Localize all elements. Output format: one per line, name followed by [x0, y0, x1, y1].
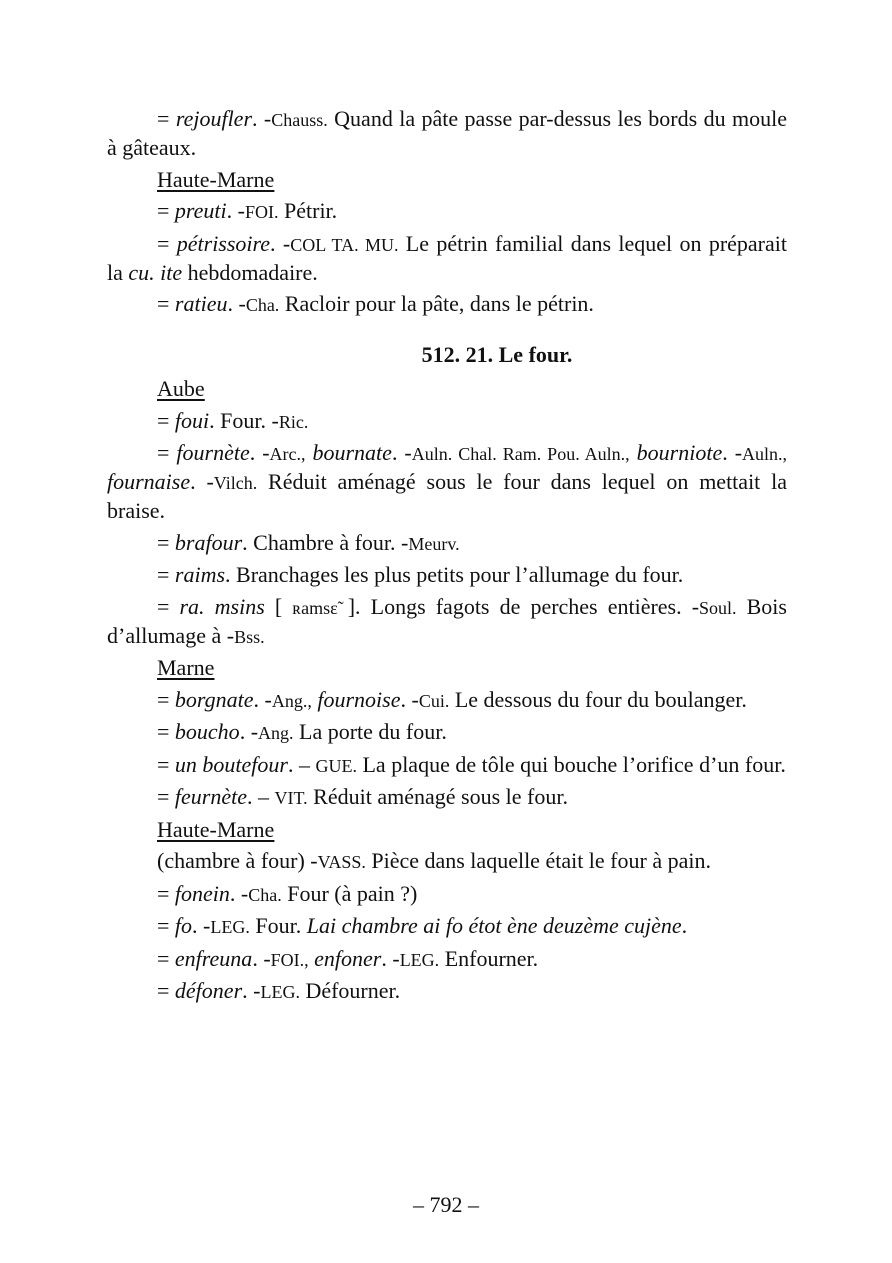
- dictionary-entry: [107, 718, 787, 747]
- text-run: [630, 440, 637, 465]
- text-run: ]. Longs fagots de perches entières. -: [337, 593, 700, 619]
- text-run: Le pétrin familial dans lequel on préparait la: [107, 230, 787, 285]
- text-run: . -: [252, 945, 271, 971]
- source-abbreviation: FOI.: [244, 202, 279, 222]
- source-abbreviation: Bss.: [234, 626, 265, 647]
- dictionary-entry: [107, 912, 787, 941]
- dictionary-entry: [107, 880, 787, 909]
- text-run: La plaque de tôle qui bouche l’orifice d’un four.: [356, 751, 786, 777]
- text-run: . -: [270, 230, 291, 256]
- text-run: (chambre à four) -: [157, 848, 318, 873]
- text-run: . –: [247, 784, 275, 809]
- headword: un boutefour: [174, 751, 288, 777]
- headword: preuti: [174, 198, 227, 223]
- text-run: Réduit aménagé sous le four.: [307, 784, 568, 809]
- text-run: Le dessous du four du boulanger.: [449, 686, 747, 712]
- region-heading: [107, 375, 787, 403]
- source-abbreviation: LEG.: [260, 982, 300, 1002]
- source-abbreviation: Cha.: [245, 295, 280, 315]
- source-abbreviation: Auln. Chal. Ram. Pou. Auln.,: [411, 444, 630, 464]
- headword: défoner: [174, 978, 243, 1003]
- source-abbreviation: Vilch.: [213, 473, 258, 493]
- headword: bournate: [312, 440, 392, 465]
- dictionary-entry: [107, 230, 787, 287]
- region-label: [157, 167, 274, 192]
- region-label: [157, 817, 274, 842]
- text-run: Four.: [249, 913, 307, 938]
- source-abbreviation: VASS.: [317, 852, 366, 872]
- text-run: . -: [192, 913, 211, 938]
- text-run: =: [157, 880, 175, 906]
- headword: enfreuna: [174, 945, 253, 971]
- headword: brafour: [174, 529, 243, 555]
- text-run: Enfourner.: [439, 945, 539, 971]
- text-run: =: [157, 529, 175, 555]
- text-run: . -: [229, 880, 249, 906]
- source-abbreviation: Ang.: [258, 723, 294, 743]
- dictionary-entry: [107, 977, 787, 1006]
- source-abbreviation: ʀamsɛ̃: [292, 597, 338, 618]
- text-run: . Chambre à four. -: [242, 529, 409, 555]
- headword: pétrissoire: [176, 230, 271, 256]
- dictionary-entry: [107, 783, 787, 812]
- headword: fournète: [176, 440, 250, 465]
- text-run: =: [157, 978, 175, 1003]
- headword: borgnate: [174, 686, 254, 712]
- region-heading: [107, 166, 787, 194]
- text-run: . -: [242, 978, 261, 1003]
- text-run: Racloir pour la pâte, dans le pétrin.: [279, 291, 594, 316]
- headword: fournaise: [107, 469, 191, 494]
- text-run: =: [157, 198, 175, 223]
- text-run: .: [681, 913, 688, 938]
- headword: raims: [174, 562, 226, 587]
- source-abbreviation: LEG.: [210, 917, 250, 937]
- text-body: [107, 105, 787, 1010]
- headword: ra. msins: [179, 593, 265, 619]
- source-abbreviation: Cui.: [418, 690, 450, 711]
- text-run: . Branchages les plus petits pour l’allumage du four.: [225, 562, 684, 587]
- region-label: [157, 376, 205, 401]
- headword: fo: [174, 913, 193, 938]
- dictionary-entry: [107, 751, 787, 780]
- dictionary-entry: [107, 290, 787, 319]
- dictionary-entry: [107, 407, 787, 436]
- dictionary-entry: [107, 105, 787, 162]
- headword: feurnète: [174, 784, 248, 809]
- text-run: [306, 440, 313, 465]
- text-run: =: [157, 945, 175, 971]
- dictionary-entry: [107, 686, 787, 715]
- text-run: . -: [190, 469, 214, 494]
- text-run: Quand la pâte passe par-dessus les bords du moule à gâteaux.: [107, 106, 787, 160]
- text-run: . -: [253, 686, 272, 712]
- source-abbreviation: LEG.: [399, 949, 440, 970]
- text-run: La porte du four.: [293, 719, 447, 744]
- text-run: Pièce dans laquelle était le four à pain.: [365, 848, 711, 873]
- source-abbreviation: FOI.,: [270, 949, 309, 970]
- text-run: . -: [722, 440, 743, 465]
- text-run: =: [157, 686, 175, 712]
- text-run: =: [157, 291, 175, 316]
- headword: ratieu: [174, 291, 228, 316]
- text-run: Haute-Marne: [157, 166, 275, 192]
- section-heading: [107, 341, 787, 369]
- text-run: [: [264, 593, 293, 619]
- text-run: =: [157, 593, 180, 619]
- text-run: =: [157, 562, 175, 587]
- headword: fournoise: [317, 686, 401, 712]
- headword: enfoner: [314, 945, 382, 971]
- source-abbreviation: Cha.: [248, 884, 282, 905]
- text-run: . –: [287, 751, 316, 777]
- text-run: =: [157, 407, 175, 433]
- dictionary-entry: [107, 439, 787, 525]
- text-run: Pétrir.: [278, 198, 338, 223]
- text-run: Four (à pain ?): [281, 880, 418, 906]
- text-run: =: [157, 913, 175, 938]
- text-run: . -: [226, 198, 245, 223]
- text-run: =: [157, 440, 177, 465]
- text-run: Aube: [157, 376, 205, 401]
- text-run: . -: [381, 945, 400, 971]
- headword: fonein: [174, 880, 230, 906]
- headword: cu. ite: [128, 259, 183, 285]
- text-run: =: [157, 784, 175, 809]
- text-run: Marne: [157, 655, 215, 680]
- source-abbreviation: Chauss.: [271, 110, 328, 130]
- source-abbreviation: Meurv.: [408, 533, 460, 554]
- headword: boucho: [174, 719, 240, 744]
- region-heading: [107, 816, 787, 844]
- text-run: Réduit aménagé sous le four dans lequel on mettait la braise.: [107, 469, 787, 523]
- dictionary-entry: [107, 945, 787, 974]
- text-run: Défourner.: [299, 978, 401, 1003]
- source-abbreviation: VIT.: [274, 788, 308, 808]
- source-abbreviation: Arc.,: [269, 444, 306, 464]
- source-abbreviation: Auln.,: [742, 444, 788, 464]
- headword: Lai chambre ai fo étot ène deuzème cujène: [306, 913, 682, 938]
- page-number: – 792 –: [413, 1192, 479, 1217]
- text-run: =: [157, 719, 175, 744]
- text-run: =: [157, 230, 177, 256]
- text-run: . -: [249, 440, 270, 465]
- headword: foui: [174, 407, 210, 433]
- text-run: . -: [400, 686, 419, 712]
- text-run: =: [157, 106, 176, 131]
- source-abbreviation: Soul.: [699, 597, 737, 618]
- text-run: . Four. -: [209, 407, 279, 433]
- text-run: =: [157, 751, 175, 777]
- text-run: . -: [391, 440, 412, 465]
- text-run: hebdomadaire.: [182, 259, 318, 285]
- dictionary-entry: [107, 529, 787, 558]
- source-abbreviation: Ric.: [278, 411, 309, 432]
- dictionary-entry: [107, 847, 787, 876]
- text-run: Haute-Marne: [157, 816, 275, 842]
- source-abbreviation: COL TA. MU.: [290, 234, 399, 255]
- headword: bourniote: [636, 440, 723, 465]
- text-run: . -: [227, 291, 246, 316]
- text-run: Bois d’allumage à -: [107, 593, 787, 648]
- dictionary-entry: [107, 197, 787, 226]
- text-run: . -: [252, 106, 272, 131]
- source-abbreviation: Ang.,: [271, 690, 312, 711]
- dictionary-entry: [107, 561, 787, 589]
- dictionary-entry: [107, 593, 787, 651]
- source-abbreviation: GUE.: [315, 755, 357, 776]
- region-heading: [107, 654, 787, 682]
- region-label: [157, 655, 214, 680]
- text-run: 512. 21. Le four.: [421, 342, 573, 367]
- headword: rejoufler: [175, 106, 253, 131]
- text-run: . -: [239, 719, 259, 744]
